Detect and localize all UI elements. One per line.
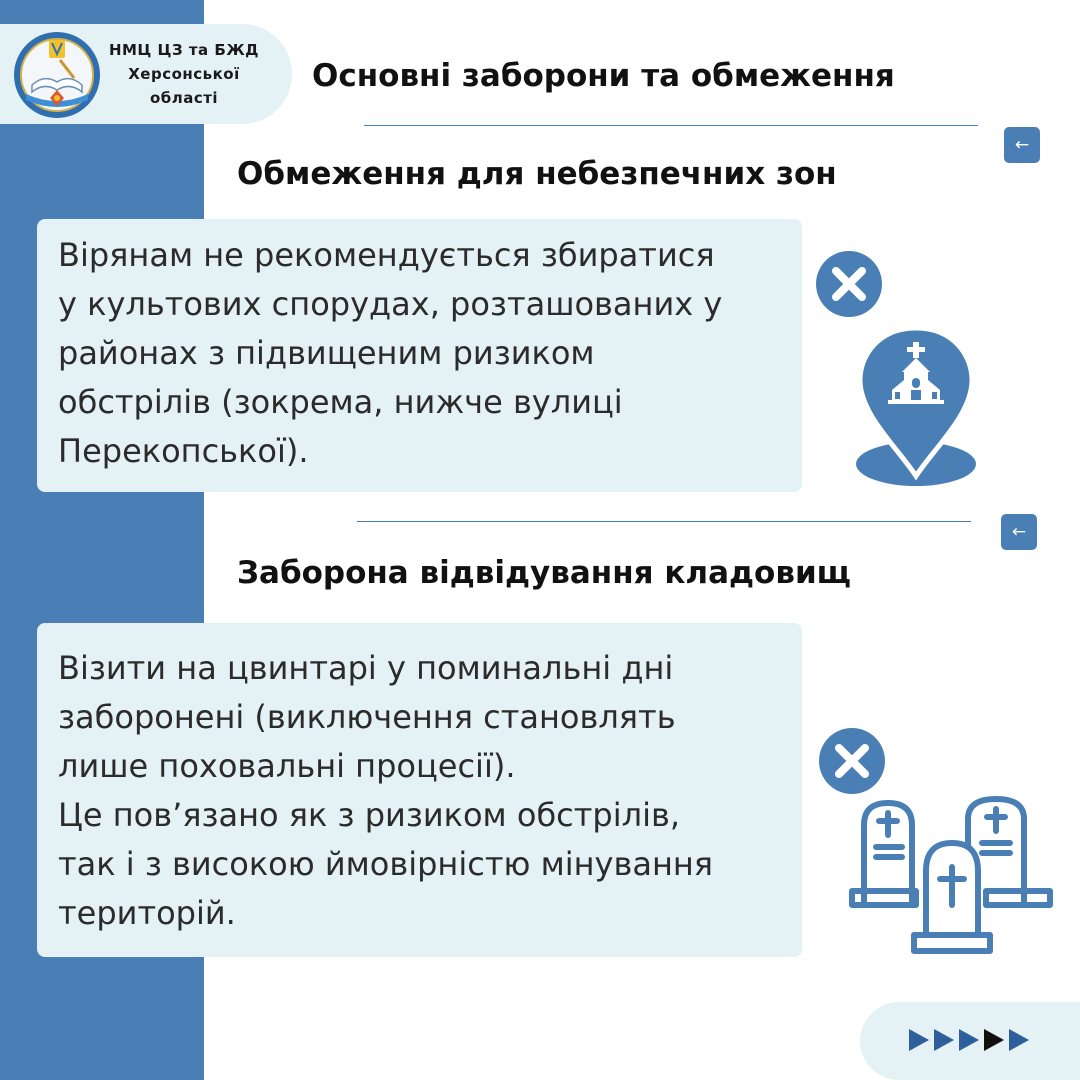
- page-title: Основні заборони та обмеження: [312, 58, 895, 94]
- section-1-line: районах з підвищеним ризиком: [58, 334, 595, 372]
- org-name-line-1: НМЦ ЦЗ та БЖД: [108, 41, 260, 59]
- section-1-line: Вірянам не рекомендується збиратися: [58, 236, 715, 274]
- section-2-line: лише поховальні процесії).: [58, 747, 516, 785]
- cemetery-tombstones-icon: [848, 795, 1054, 957]
- section-2-back-button[interactable]: [1001, 514, 1037, 550]
- section-2-line: заборонені (виключення становлять: [58, 698, 676, 736]
- section-2-title: Заборона відвідування кладовищ: [237, 555, 851, 591]
- section-1-line: обстрілів (зокрема, нижче вулиці: [58, 383, 623, 421]
- organization-name: [98, 38, 270, 110]
- section-2-line: Візити на цвинтарі у поминальні дні: [58, 649, 674, 687]
- section-1-back-button[interactable]: [1004, 127, 1040, 163]
- section-1-text: [58, 231, 793, 476]
- section-2-line: Це пов’язано як з ризиком обстрілів,: [58, 796, 680, 834]
- section-1-line: у культових спорудах, розташованих у: [58, 285, 723, 323]
- church-location-pin-icon: [852, 322, 980, 488]
- org-name-line-3: області: [149, 89, 219, 107]
- section-2-divider: [357, 521, 971, 522]
- section-2-line: територій.: [58, 894, 236, 932]
- organization-seal-logo: [12, 30, 102, 120]
- org-name-line-2: Херсонської: [128, 65, 240, 83]
- next-arrows-icon: [907, 1025, 1035, 1055]
- section-1-title: Обмеження для небезпечних зон: [237, 156, 837, 192]
- back-arrow-icon: ←: [1011, 522, 1027, 542]
- forbidden-x-icon: [815, 250, 883, 318]
- back-arrow-icon: ←: [1014, 135, 1030, 155]
- section-2-line: так і з високою ймовірністю мінування: [58, 845, 714, 883]
- forbidden-x-icon: [818, 727, 886, 795]
- section-1-line: Перекопської).: [58, 432, 309, 470]
- section-2-text: [58, 644, 793, 938]
- section-1-divider: [364, 125, 978, 126]
